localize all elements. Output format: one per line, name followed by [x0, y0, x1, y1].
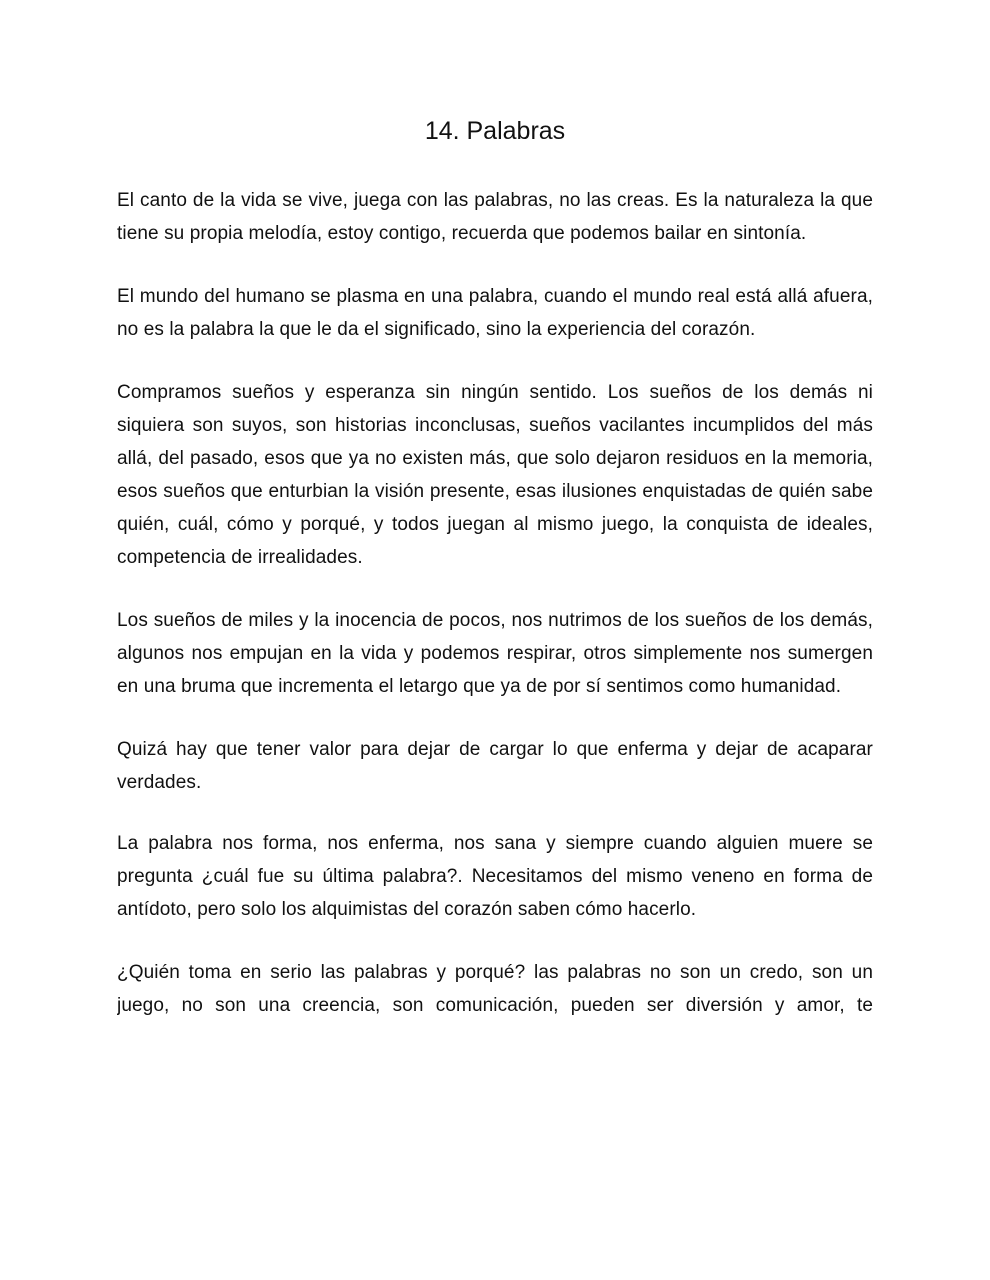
paragraph-7: ¿Quién toma en serio las palabras y porqué? las palabras no son un credo, son un juego, no son una creencia, son comunicación, pueden ser diversión y amor, te: [117, 962, 873, 1016]
paragraph-5: Quizá hay que tener valor para dejar de cargar lo que enferma y dejar de acaparar verdades.: [117, 739, 873, 793]
paragraph-6: La palabra nos forma, nos enferma, nos sana y siempre cuando alguien muere se pregunta ¿cuál fue su última palabra?. Necesitamos del mismo veneno en forma de antídoto, pero solo los alquimistas del corazón saben cómo hacerlo.: [117, 833, 873, 920]
paragraph-2: El mundo del humano se plasma en una palabra, cuando el mundo real está allá afuera, no es la palabra la que le da el significado, sino la experiencia del corazón.: [117, 286, 873, 340]
paragraph-3: Compramos sueños y esperanza sin ningún sentido. Los sueños de los demás ni siquiera son suyos, son historias inconclusas, sueños vacilantes incumplidos del más allá, del pasado, esos que ya no existen más, que solo dejaron residuos en la memoria, esos sueños que enturbian la visión presente, esas ilusiones enquistadas de quién sabe quién, cuál, cómo y porqué, y todos juegan al mismo juego, la conquista de ideales, competencia de irrealidades.: [117, 382, 873, 568]
body-text: [117, 184, 873, 1022]
paragraph-1: El canto de la vida se vive, juega con las palabras, no las creas. Es la naturaleza la que tiene su propia melodía, estoy contigo, recuerda que podemos bailar en sintonía.: [117, 190, 873, 244]
paragraph-4: Los sueños de miles y la inocencia de pocos, nos nutrimos de los sueños de los demás, algunos nos empujan en la vida y podemos respirar, otros simplemente nos sumergen en una bruma que incrementa el letargo que ya de por sí sentimos como humanidad.: [117, 610, 873, 697]
page-title: 14. Palabras: [424, 117, 566, 145]
